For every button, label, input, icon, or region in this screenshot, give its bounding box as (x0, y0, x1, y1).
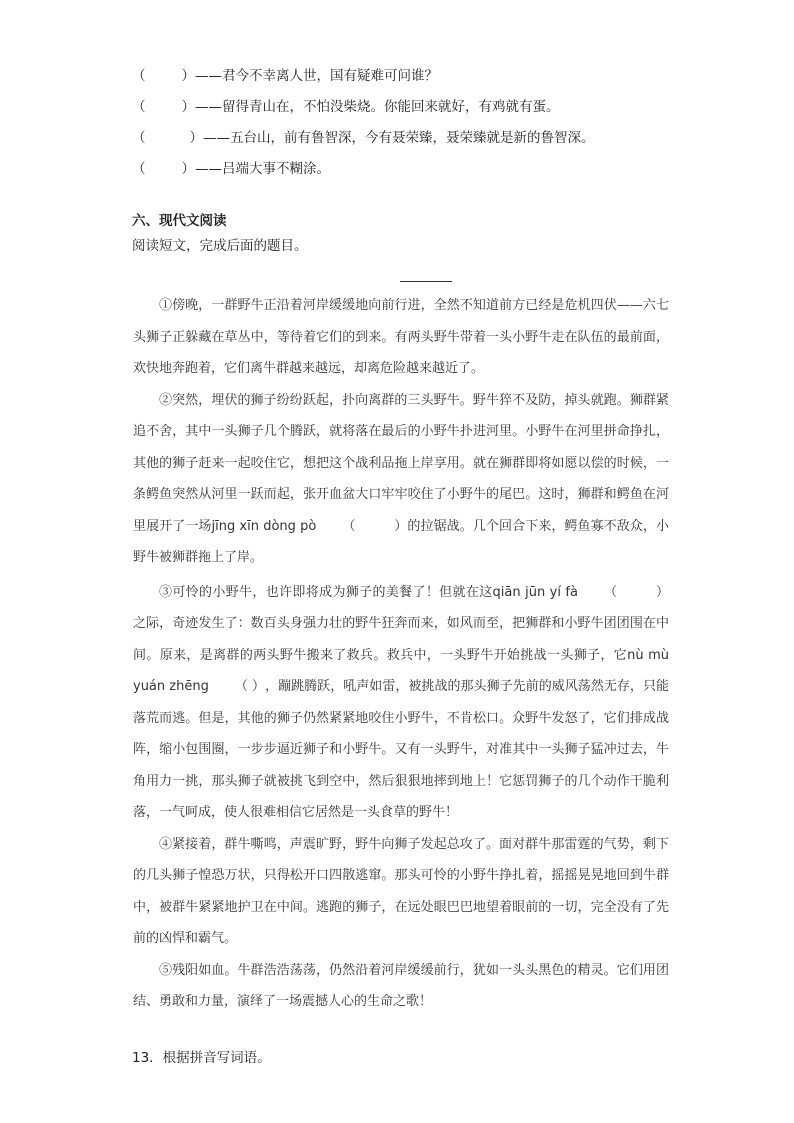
article-paragraph-2: ②突然，埋伏的狮子纷纷跃起，扑向离群的三头野牛。野牛猝不及防，掉头就跑。狮群紧追不舍，其中一头狮子几个腾跃，就将落在最后的小野牛扑进河里。小野牛在河里拼命挣扎，其他的狮子赶来一起咬住它，想把这个战利品拖上岸享用。就在狮群即将如愿以偿的时候，一条鳄鱼突然从河里一跃而起，张开血盆大口牢牢咬住了小野牛的尾巴。这时，狮群和鳄鱼在河里展开了一场jīng xīn dòng pò （ ）的拉锯战。几个回合下来，鳄鱼寡不敌众，小野牛被狮群拖上了岸。 (133, 392, 669, 565)
article-paragraph-3: ③可怜的小野牛，也许即将成为狮子的美餐了！但就在这qiān jūn yí fà （ ）之际，奇迹发生了：数百头身强力壮的野牛狂奔而来，如风而至，把狮群和小野牛团团围在中间。原来，是离群的两头野牛搬来了救兵。救兵中，一头野牛开始挑战一头狮子，它nù mù yuán zhēng （ ），蹦跳腾跃，吼声如雷，被挑战的那头狮子先前的威风荡然无存，只能落荒而逃。但是，其他的狮子仍然紧紧地咬住小野牛，不肯松口。众野牛发怒了，它们排成战阵，缩小包围圈，一步步逼近狮子和小野牛。又有一头野牛，对准其中一头狮子猛冲过去，牛角用力一挑，那头狮子就被挑飞到空中，然后狠狠地摔到地上！它惩罚狮子的几个动作干脆利落，一气呵成，使人很难相信它居然是一头食草的野牛！ (133, 577, 669, 829)
paren-open: （ (132, 68, 146, 84)
answer-blank[interactable]: （ ） (342, 518, 408, 534)
question-13: 13．根据拼音写词语。 (132, 1050, 271, 1066)
answer-blank[interactable]: （ ） (603, 584, 669, 600)
article-paragraph-1: ①傍晚，一群野牛正沿着河岸缓缓地向前行进，全然不知道前方已经是危机四伏——六七头狮子正躲藏在草丛中，等待着它们的到来。有两头野牛带着一头小野牛走在队伍的最前面，欢快地奔跑着，它们离牛群越来越远，却离危险越来越近了。 (133, 298, 669, 376)
match-line-text: ——五台山，前有鲁智深，今有聂荣臻，聂荣臻就是新的鲁智深。 (203, 130, 595, 146)
paren-open: （ (132, 161, 146, 177)
article (133, 290, 669, 1018)
section-intro: 阅读短文，完成后面的题目。 (132, 238, 308, 254)
answer-blank[interactable]: （ ） (234, 679, 265, 694)
article-title-rule (400, 281, 452, 282)
paren-close: ） (189, 130, 203, 146)
match-line-text: ——留得青山在，不怕没柴烧。你能回来就好，有鸡就有蛋。 (195, 99, 560, 115)
paren-close: ） (181, 99, 195, 115)
match-line-2 (132, 98, 560, 116)
match-line-4 (132, 160, 330, 178)
pinyin-prompt: qiān jūn yí fà (492, 584, 578, 600)
section-heading: 六、现代文阅读 (132, 213, 227, 229)
pinyin-prompt: nù mù yuán zhēng (133, 647, 669, 694)
match-line-1 (132, 67, 438, 85)
paren-open: （ (132, 99, 146, 115)
article-paragraph-5: ⑤残阳如血。牛群浩浩荡荡，仍然沿着河岸缓缓前行，犹如一头头黑色的精灵。它们用团结、勇敢和力量，演绎了一场震撼人心的生命之歌！ (133, 962, 669, 1009)
pinyin-prompt: jīng xīn dòng pò (211, 518, 317, 534)
match-line-text: ——吕端大事不糊涂。 (195, 161, 330, 177)
paren-close: ） (181, 68, 195, 84)
paren-close: ） (181, 161, 195, 177)
paren-open: （ (132, 130, 146, 146)
match-line-text: ——君今不幸离人世，国有疑难可问谁？ (195, 68, 438, 84)
match-line-3 (132, 129, 595, 147)
article-paragraph-4: ④紧接着，群牛嘶鸣，声震旷野，野牛向狮子发起总攻了。面对群牛那雷霆的气势，剩下的几头狮子惶恐万状，只得松开口四散逃窜。那头可怜的小野牛挣扎着，摇摇晃晃地回到牛群中，被群牛紧紧地护卫在中间。逃跑的狮子，在远处眼巴巴地望着眼前的一切，完全没有了先前的凶悍和霸气。 (133, 836, 669, 946)
